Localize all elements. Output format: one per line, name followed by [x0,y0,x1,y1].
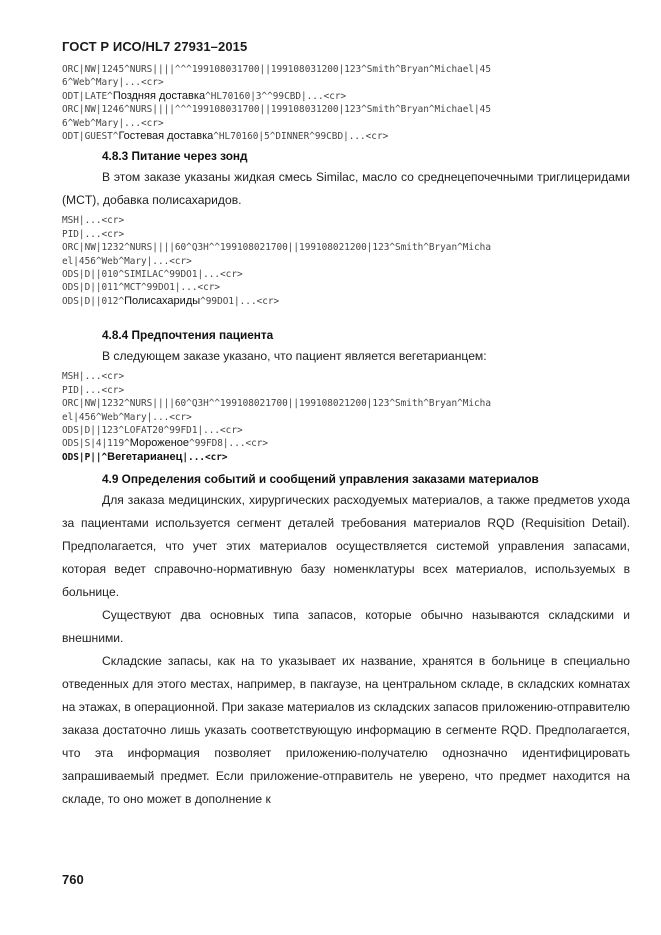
code-block-delivery [62,63,630,143]
code-line [62,268,630,281]
code-text: ODS|D||011^MCT^99DO1|...<cr> [62,282,221,294]
paragraph-materials-1: Для заказа медицинских, хирургических расходуемых материалов, а также предметов ухода за пациентами используется сегмент деталей требования материалов RQD (Requisition Detail). Предполагается, что учет этих материалов осуществляется системой управления запасами, которая ведет справочно-нормативную базу номенклатуры всех материалов, используемых в больнице. [62,493,630,600]
paragraph-patient-preferences: В следующем заказе указано, что пациент является вегетарианцем: [102,349,487,364]
code-line [62,370,630,383]
code-line [62,437,630,450]
code-line [62,411,630,424]
code-line [62,130,630,143]
code-text: ORC|NW|1232^NURS||||60^Q3H^^199108021700||199108021200|123^Smith^Bryan^Micha [62,398,491,410]
code-line [62,228,630,241]
heading-4-9: 4.9 Определения событий и сообщений управления заказами материалов [102,472,539,487]
code-text: MSH|...<cr> [62,215,125,227]
code-line [62,281,630,294]
code-text: ODS|S|4|119^ [62,438,130,450]
code-text: ODS|D||123^LOFAT20^99FD1|...<cr> [62,424,243,436]
code-text: ODS|D||010^SIMILAC^99DO1|...<cr> [62,269,243,281]
code-block-patient-preferences [62,370,630,464]
code-line [62,76,630,89]
code-text: PID|...<cr> [62,384,125,396]
paragraph-tube-feeding: В этом заказе указаны жидкая смесь Similac, масло со среднецепочечными триглицеридами (MCT), добавка полисахаридов. [62,170,630,208]
code-line [62,63,630,76]
code-cyrillic-text: Гостевая доставка [118,130,214,143]
code-text: ORC|NW|1232^NURS||||60^Q3H^^199108021700||199108021200|123^Smith^Bryan^Micha [62,242,491,254]
code-line [62,295,630,308]
code-block-tube-feeding [62,214,630,308]
code-line [62,117,630,130]
code-cyrillic-text: Поздняя доставка [112,89,206,102]
code-line [62,424,630,437]
paragraph-materials-2: Существуют два основных типа запасов, которые обычно называются складскими и внешними. [62,608,630,646]
code-text: ORC|NW|1246^NURS||||^^^199108031700||199108031200|123^Smith^Bryan^Michael|45 [62,104,491,116]
heading-4-8-3: 4.8.3 Питание через зонд [102,149,248,164]
code-text: ORC|NW|1245^NURS||||^^^199108031700||199108031200|123^Smith^Bryan^Michael|45 [62,64,491,75]
code-line [62,451,630,464]
heading-4-8-4: 4.8.4 Предпочтения пациента [102,328,274,343]
page-content [62,63,630,811]
code-text: ODT|LATE^ [62,90,113,102]
code-text: ^HL70160|3^^99CBD|...<cr> [205,90,347,102]
code-text: |...<cr> [182,451,228,463]
code-text: ^99FD8|...<cr> [189,438,269,450]
code-text: ODT|GUEST^ [62,131,119,143]
code-line [62,255,630,268]
code-line [62,90,630,103]
page-number: 760 [62,872,84,887]
code-cyrillic-text: Вегетарианец [107,450,183,463]
code-text: 6^Web^Mary|...<cr> [62,77,164,89]
code-text: 6^Web^Mary|...<cr> [62,117,164,129]
code-cyrillic-text: Полисахариды [124,294,201,307]
code-text: el|456^Web^Mary|...<cr> [62,411,192,423]
code-line [62,241,630,254]
code-line [62,397,630,410]
code-text: el|456^Web^Mary|...<cr> [62,255,192,267]
code-cyrillic-text: Мороженое [129,437,190,450]
code-text: MSH|...<cr> [62,371,125,383]
code-text: ODS|D||012^ [62,295,125,307]
code-line [62,103,630,116]
paragraph-materials-3: Складские запасы, как на то указывает их название, хранятся в больнице в специально отведенных для этого местах, например, в пакгаузе, на центральном складе, в складских комнатах на этажах, в операционной. При заказе материалов из складских запасов приложению-отправителю заказа достаточно лишь указать соответствующую информацию в сегменте RQD. Предполагается, что эта информация позволяет приложению-получателю однозначно идентифицировать запрашиваемый предмет. Если приложение-отправитель не уверено, что предмет находится на складе, то оно может в дополнение к [62,654,630,807]
code-text: ^99DO1|...<cr> [200,295,280,307]
code-line [62,384,630,397]
code-text: ODS|P||^ [62,451,108,463]
document-header: ГОСТ Р ИСО/HL7 27931–2015 [62,39,248,54]
code-text: ^HL70160|5^DINNER^99CBD|...<cr> [213,131,389,143]
code-line [62,214,630,227]
code-text: PID|...<cr> [62,228,125,240]
